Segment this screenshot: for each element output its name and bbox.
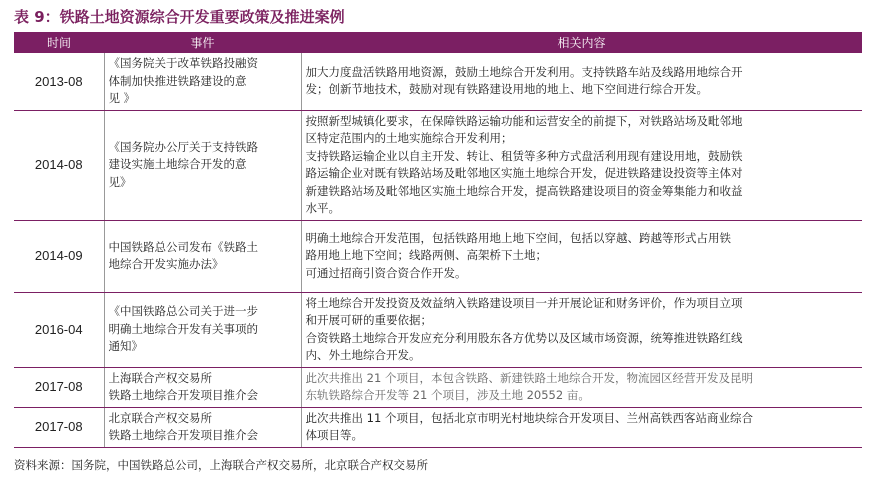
event-line: 《国务院关于改革铁路投融资 xyxy=(108,56,258,70)
content-line: 支持铁路运输企业以自主开发、转让、租赁等多种方式盘活利用现有建设用地，鼓励铁 xyxy=(305,148,743,163)
event-line: 北京联合产权交易所 xyxy=(108,410,212,425)
content-line: 路用地上地下空间；线路两侧、高架桥下土地； xyxy=(305,248,547,263)
content-line: 按照新型城镇化要求，在保障铁路运输功能和运营安全的前提下，对铁路站场及毗邻地 xyxy=(305,113,743,128)
table-title: 表 9：铁路土地资源综合开发重要政策及推进案例 xyxy=(14,8,345,26)
content-line: 此次共推出 11 个项目，包括北京市明光村地块综合开发项目、兰州高铁西客站商业综合 xyxy=(305,410,753,425)
content-line: 和开展可研的重要依据； xyxy=(305,313,432,327)
content-line: 加大力度盘活铁路用地资源，鼓励土地综合开发利用。支持铁路车站及线路用地综合开 xyxy=(305,64,743,79)
row-date: 2017-08 xyxy=(14,367,104,407)
header-event: 事件 xyxy=(104,32,301,53)
content-line: 明确土地综合开发范围，包括铁路用地上地下空间，包括以穿越、跨越等形式占用铁 xyxy=(305,230,731,245)
content-line: 区特定范围内的土地实施综合开发利用； xyxy=(305,131,513,145)
event-line: 上海联合产权交易所 xyxy=(108,370,212,385)
event-line: 体制加快推进铁路建设的意 xyxy=(108,73,247,88)
header-time: 时间 xyxy=(14,32,104,53)
content-line: 路运输企业对既有铁路站场及毗邻地区实施土地综合开发，促进铁路建设投资等主体对 xyxy=(305,166,743,180)
row-event xyxy=(104,407,301,447)
event-line: 建设实施土地综合开发的意 xyxy=(108,157,247,172)
source-note: 资料来源：国务院，中国铁路总公司，上海联合产权交易所，北京联合产权交易所 xyxy=(14,458,428,472)
row-content xyxy=(301,367,862,407)
table-row xyxy=(14,110,862,220)
table-row xyxy=(14,292,862,367)
row-date: 2014-09 xyxy=(14,220,104,292)
table-row xyxy=(14,407,862,447)
header-row xyxy=(14,32,862,53)
row-date: 2013-08 xyxy=(14,53,104,110)
table-row xyxy=(14,53,862,110)
header-content: 相关内容 xyxy=(301,32,862,53)
row-content xyxy=(301,220,862,292)
event-line: 地综合开发实施办法》 xyxy=(108,257,224,271)
event-line: 《中国铁路总公司关于进一步 xyxy=(108,304,258,319)
row-event xyxy=(104,292,301,367)
content-line: 水平。 xyxy=(305,201,340,215)
row-content xyxy=(301,110,862,220)
event-line: 《国务院办公厅关于支持铁路 xyxy=(108,139,258,154)
content-line: 体项目等。 xyxy=(305,428,363,442)
row-date: 2014-08 xyxy=(14,110,104,220)
policy-table xyxy=(14,32,862,448)
content-line: 将土地综合开发投资及效益纳入铁路建设项目一并开展论证和财务评价，作为项目立项 xyxy=(305,295,743,310)
content-line: 可通过招商引资合资合作开发。 xyxy=(305,265,467,280)
row-event xyxy=(104,220,301,292)
event-line: 明确土地综合开发有关事项的 xyxy=(108,321,258,336)
event-line: 见 》 xyxy=(108,91,136,105)
content-line: 东轨铁路综合开发等 21 个项目，涉及土地 20552 亩。 xyxy=(305,388,590,402)
event-line: 中国铁路总公司发布《铁路土 xyxy=(108,239,258,254)
content-line: 合资铁路土地综合开发应充分利用股东各方优势以及区域市场资源，统筹推进铁路红线 xyxy=(305,330,743,345)
row-event xyxy=(104,53,301,110)
event-line: 通知》 xyxy=(108,339,143,354)
content-line: 内、外土地综合开发。 xyxy=(305,348,421,362)
row-content xyxy=(301,53,862,110)
content-line: 此次共推出 21 个项目，本包含铁路、新建铁路土地综合开发，物流园区经营开发及昆明 xyxy=(305,370,753,385)
event-line: 见》 xyxy=(108,174,132,189)
row-content xyxy=(301,292,862,367)
table-row xyxy=(14,367,862,407)
content-line: 新建铁路站场及毗邻地区实施土地综合开发，提高铁路建设项目的资金筹集能力和收益 xyxy=(305,183,743,198)
row-date: 2017-08 xyxy=(14,407,104,447)
event-line: 铁路土地综合开发项目推介会 xyxy=(108,388,258,402)
content-line: 发；创新节地技术，鼓励对现有铁路建设用地的地上、地下空间进行综合开发。 xyxy=(305,82,708,97)
row-content xyxy=(301,407,862,447)
row-event xyxy=(104,367,301,407)
row-event xyxy=(104,110,301,220)
row-date: 2016-04 xyxy=(14,292,104,367)
table-row xyxy=(14,220,862,292)
event-line: 铁路土地综合开发项目推介会 xyxy=(108,428,258,442)
